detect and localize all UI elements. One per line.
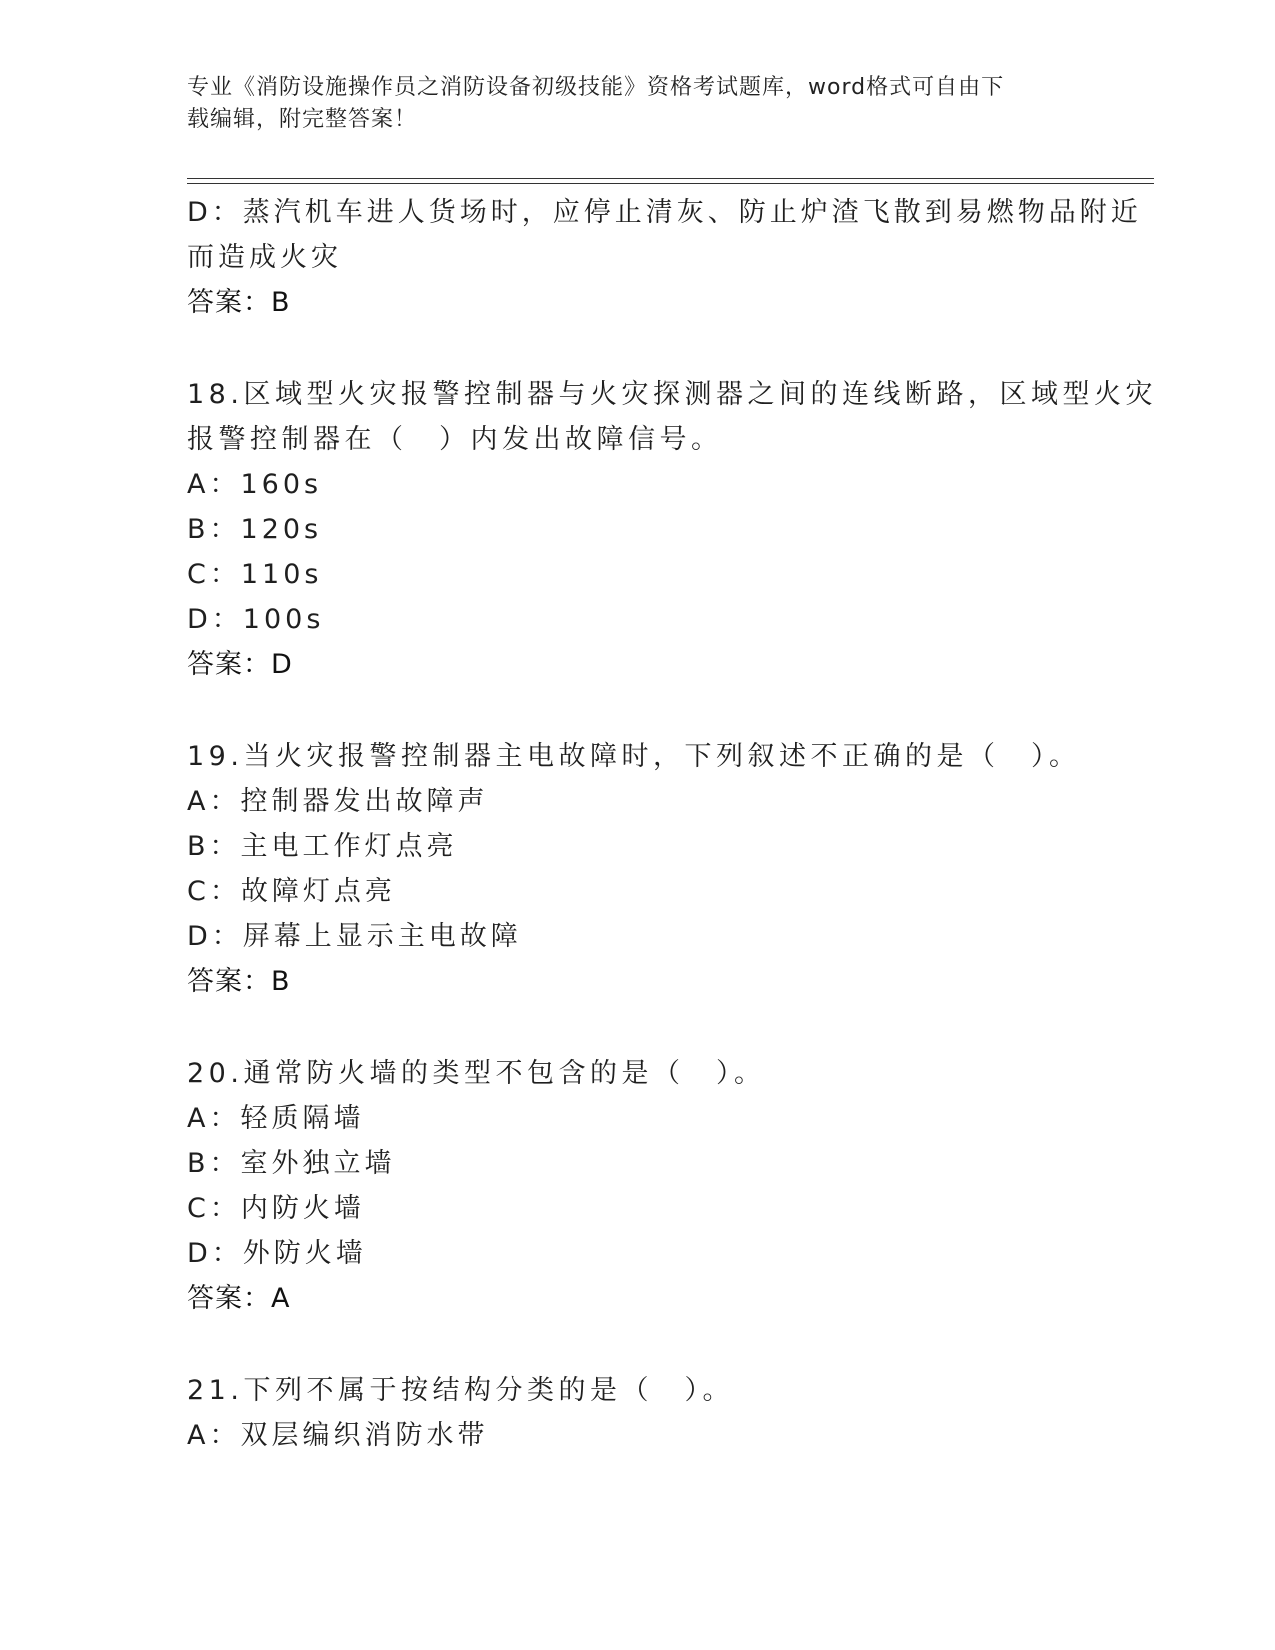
question-20-option-b: B：室外独立墙 xyxy=(187,1148,396,1179)
question-18-option-a: A：160s xyxy=(187,469,323,500)
document-header xyxy=(187,72,1087,136)
question-20-option-a: A：轻质隔墙 xyxy=(187,1103,365,1134)
spacer xyxy=(187,687,1087,734)
question-19-option-b: B：主电工作灯点亮 xyxy=(187,831,458,862)
question-18-stem-line-1: 18.区域型火灾报警控制器与火灾探测器之间的连线断路，区域型火灾 xyxy=(187,379,1157,410)
question-18-option-b: B：120s xyxy=(187,514,323,545)
question-17-tail xyxy=(187,190,1142,325)
question-19 xyxy=(187,734,1087,1004)
answer-19: 答案：B xyxy=(187,966,291,997)
question-20-option-d: D：外防火墙 xyxy=(187,1238,367,1269)
question-18-option-d: D：100s xyxy=(187,604,325,635)
header-rule-top xyxy=(187,178,1154,179)
question-20-stem-line-1: 20.通常防火墙的类型不包含的是（ ）。 xyxy=(187,1058,766,1089)
question-18-stem-line-2: 报警控制器在（ ）内发出故障信号。 xyxy=(187,424,723,455)
option-d: D：蒸汽机车进人货场时，应停止清灰、防止炉渣飞散到易燃物品附近 xyxy=(187,197,1142,228)
answer-20: 答案：A xyxy=(187,1283,291,1314)
question-20 xyxy=(187,1051,1087,1321)
header-line-2: 载编辑，附完整答案！ xyxy=(187,107,418,132)
spacer xyxy=(187,1004,1087,1051)
spacer xyxy=(187,325,1087,372)
answer-18: 答案：D xyxy=(187,649,293,680)
question-18-option-c: C：110s xyxy=(187,559,323,590)
question-19-option-a: A：控制器发出故障声 xyxy=(187,786,489,817)
question-19-option-d: D：屏幕上显示主电故障 xyxy=(187,921,522,952)
option-d-continued: 而造成火灾 xyxy=(187,242,342,273)
question-19-stem-line-1: 19.当火灾报警控制器主电故障时，下列叙述不正确的是（ ）。 xyxy=(187,741,1081,772)
question-20-option-c: C：内防火墙 xyxy=(187,1193,365,1224)
answer-17: 答案：B xyxy=(187,287,291,318)
question-19-option-c: C：故障灯点亮 xyxy=(187,876,396,907)
document-body xyxy=(187,190,1157,1458)
spacer xyxy=(187,1321,1087,1368)
header-line-1: 专业《消防设施操作员之消防设备初级技能》资格考试题库，word格式可自由下 xyxy=(187,75,1005,100)
question-21-option-a: A：双层编织消防水带 xyxy=(187,1420,489,1451)
question-21 xyxy=(187,1368,1087,1458)
question-21-stem-line-1: 21.下列不属于按结构分类的是（ ）。 xyxy=(187,1375,734,1406)
header-rule-bottom xyxy=(187,183,1154,184)
question-18 xyxy=(187,372,1157,687)
